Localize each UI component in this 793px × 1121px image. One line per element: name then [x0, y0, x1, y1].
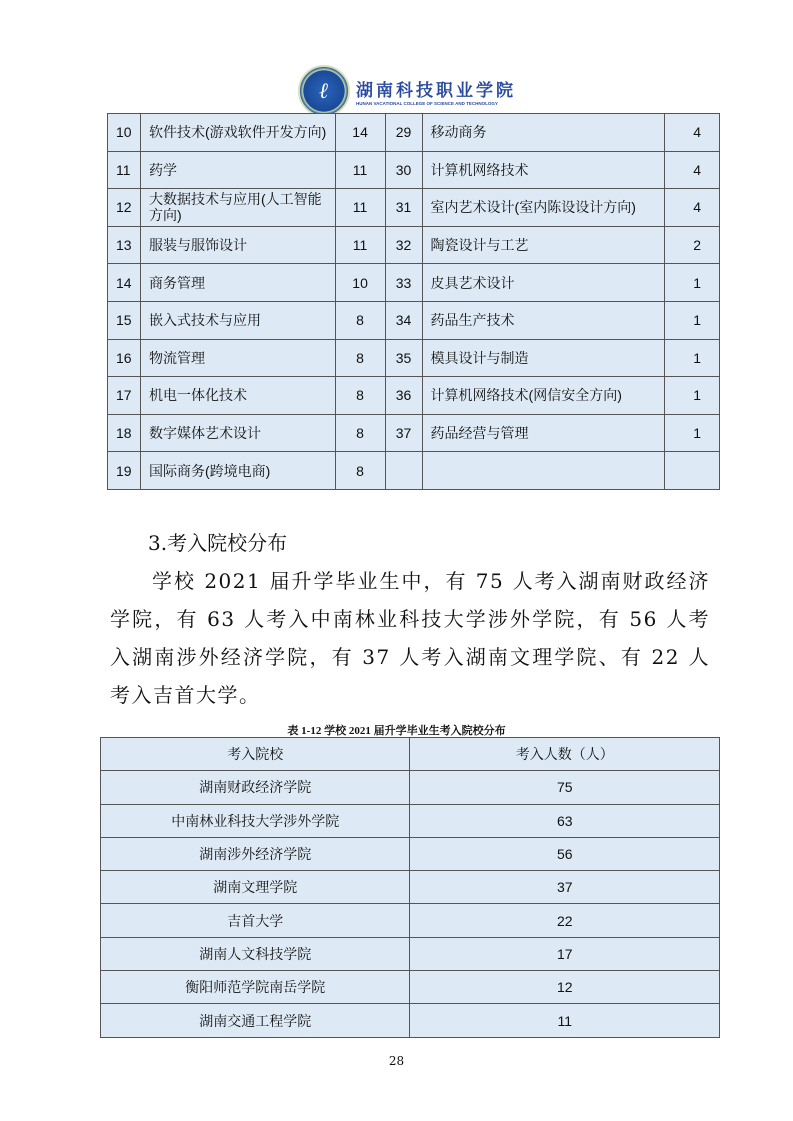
table-cell: 29: [385, 114, 422, 152]
table-row: [108, 452, 720, 490]
table-cell: 药品生产技术: [422, 301, 664, 339]
table-row: [101, 971, 720, 1004]
table-cell: 10: [335, 264, 385, 302]
table-cell: 湖南交通工程学院: [101, 1004, 410, 1037]
institutions-table: [100, 737, 720, 1038]
table-cell: 35: [385, 339, 422, 377]
table-cell: 11: [410, 1004, 720, 1037]
table-cell: 物流管理: [140, 339, 335, 377]
college-logo: [298, 65, 516, 117]
logo-english-name: HUNAN VACATIONAL COLLEGE OF SCIENCE AND TECHNOLOGY: [356, 101, 498, 106]
table-cell: 8: [335, 414, 385, 452]
table-cell: 16: [108, 339, 141, 377]
table-cell: 1: [665, 339, 720, 377]
table-cell: 10: [108, 114, 141, 152]
table-cell: 计算机网络技术(网信安全方向): [422, 377, 664, 415]
table-row: [108, 226, 720, 264]
section-heading: 3.考入院校分布: [148, 531, 288, 555]
table-cell: 30: [385, 151, 422, 189]
table-cell: 软件技术(游戏软件开发方向): [140, 114, 335, 152]
table-cell: 4: [665, 151, 720, 189]
table-cell: 皮具艺术设计: [422, 264, 664, 302]
table-row: [101, 904, 720, 937]
table-cell: 模具设计与制造: [422, 339, 664, 377]
table-cell: 15: [108, 301, 141, 339]
table-cell: 湖南人文科技学院: [101, 937, 410, 970]
table-cell: 湖南财政经济学院: [101, 771, 410, 804]
table-cell: 嵌入式技术与应用: [140, 301, 335, 339]
table-cell: 商务管理: [140, 264, 335, 302]
table-cell: [665, 452, 720, 490]
table-cell: 12: [410, 971, 720, 1004]
table-cell: 移动商务: [422, 114, 664, 152]
table-cell: 31: [385, 189, 422, 227]
table-cell: 1: [665, 377, 720, 415]
table-row: [108, 339, 720, 377]
table-cell: 63: [410, 804, 720, 837]
table-cell: 1: [665, 264, 720, 302]
table-cell: 32: [385, 226, 422, 264]
table-row: [101, 937, 720, 970]
table-cell: 8: [335, 452, 385, 490]
table-cell: 吉首大学: [101, 904, 410, 937]
table-cell: 34: [385, 301, 422, 339]
table-cell: 37: [410, 871, 720, 904]
table-cell: 湖南涉外经济学院: [101, 837, 410, 870]
table-cell: 8: [335, 377, 385, 415]
table-cell: 2: [665, 226, 720, 264]
table-cell: 服装与服饰设计: [140, 226, 335, 264]
logo-chinese-name: 湖南科技职业学院: [356, 81, 516, 101]
table-cell: 1: [665, 414, 720, 452]
table-cell: 8: [335, 339, 385, 377]
table-cell: 12: [108, 189, 141, 227]
table-caption: 表 1-12 学校 2021 届升学毕业生考入院校分布: [287, 725, 506, 737]
table-cell: 56: [410, 837, 720, 870]
table-cell: 14: [108, 264, 141, 302]
header-cell: 考入人数（人）: [410, 738, 720, 771]
table-row: [101, 837, 720, 870]
table-cell: 11: [335, 189, 385, 227]
table-cell: 国际商务(跨境电商): [140, 452, 335, 490]
table-cell: 8: [335, 301, 385, 339]
table-cell: 11: [108, 151, 141, 189]
table-cell: 19: [108, 452, 141, 490]
table-row: [101, 804, 720, 837]
table-cell: 室内艺术设计(室内陈设设计方向): [422, 189, 664, 227]
table-row: [101, 1004, 720, 1037]
table-cell: 11: [335, 151, 385, 189]
table-cell: 36: [385, 377, 422, 415]
table-cell: [422, 452, 664, 490]
section-paragraph: 学校 2021 届升学毕业生中，有 75 人考入湖南财政经济学院，有 63 人考入中南林业科技大学涉外学院，有 56 人考入湖南涉外经济学院，有 37 人考入湖南文理学院、有 22 人考入吉首大学。: [110, 569, 710, 707]
table-cell: 75: [410, 771, 720, 804]
college-seal-icon: ℓ: [298, 65, 350, 117]
table-cell: 药学: [140, 151, 335, 189]
table-cell: 1: [665, 301, 720, 339]
table-row: [108, 189, 720, 227]
table-header-row: [101, 738, 720, 771]
page-number: 28: [388, 1054, 405, 1068]
majors-table: [107, 113, 720, 490]
table-cell: 14: [335, 114, 385, 152]
table-cell: 机电一体化技术: [140, 377, 335, 415]
table-cell: 陶瓷设计与工艺: [422, 226, 664, 264]
table-cell: 4: [665, 189, 720, 227]
table-cell: 大数据技术与应用(人工智能方向): [140, 189, 335, 227]
table-row: [108, 414, 720, 452]
header-cell: 考入院校: [101, 738, 410, 771]
table-cell: [385, 452, 422, 490]
table-cell: 衡阳师范学院南岳学院: [101, 971, 410, 1004]
table-row: [108, 377, 720, 415]
table-row: [101, 871, 720, 904]
table-row: [108, 301, 720, 339]
table-cell: 湖南文理学院: [101, 871, 410, 904]
table-row: [108, 264, 720, 302]
table-cell: 4: [665, 114, 720, 152]
table-cell: 中南林业科技大学涉外学院: [101, 804, 410, 837]
table-cell: 22: [410, 904, 720, 937]
table-cell: 17: [410, 937, 720, 970]
table-row: [101, 771, 720, 804]
table-cell: 17: [108, 377, 141, 415]
table-cell: 11: [335, 226, 385, 264]
table-cell: 13: [108, 226, 141, 264]
table-cell: 药品经营与管理: [422, 414, 664, 452]
table-cell: 33: [385, 264, 422, 302]
table-row: [108, 151, 720, 189]
table-cell: 计算机网络技术: [422, 151, 664, 189]
table-row: [108, 114, 720, 152]
table-cell: 18: [108, 414, 141, 452]
table-cell: 数字媒体艺术设计: [140, 414, 335, 452]
table-cell: 37: [385, 414, 422, 452]
